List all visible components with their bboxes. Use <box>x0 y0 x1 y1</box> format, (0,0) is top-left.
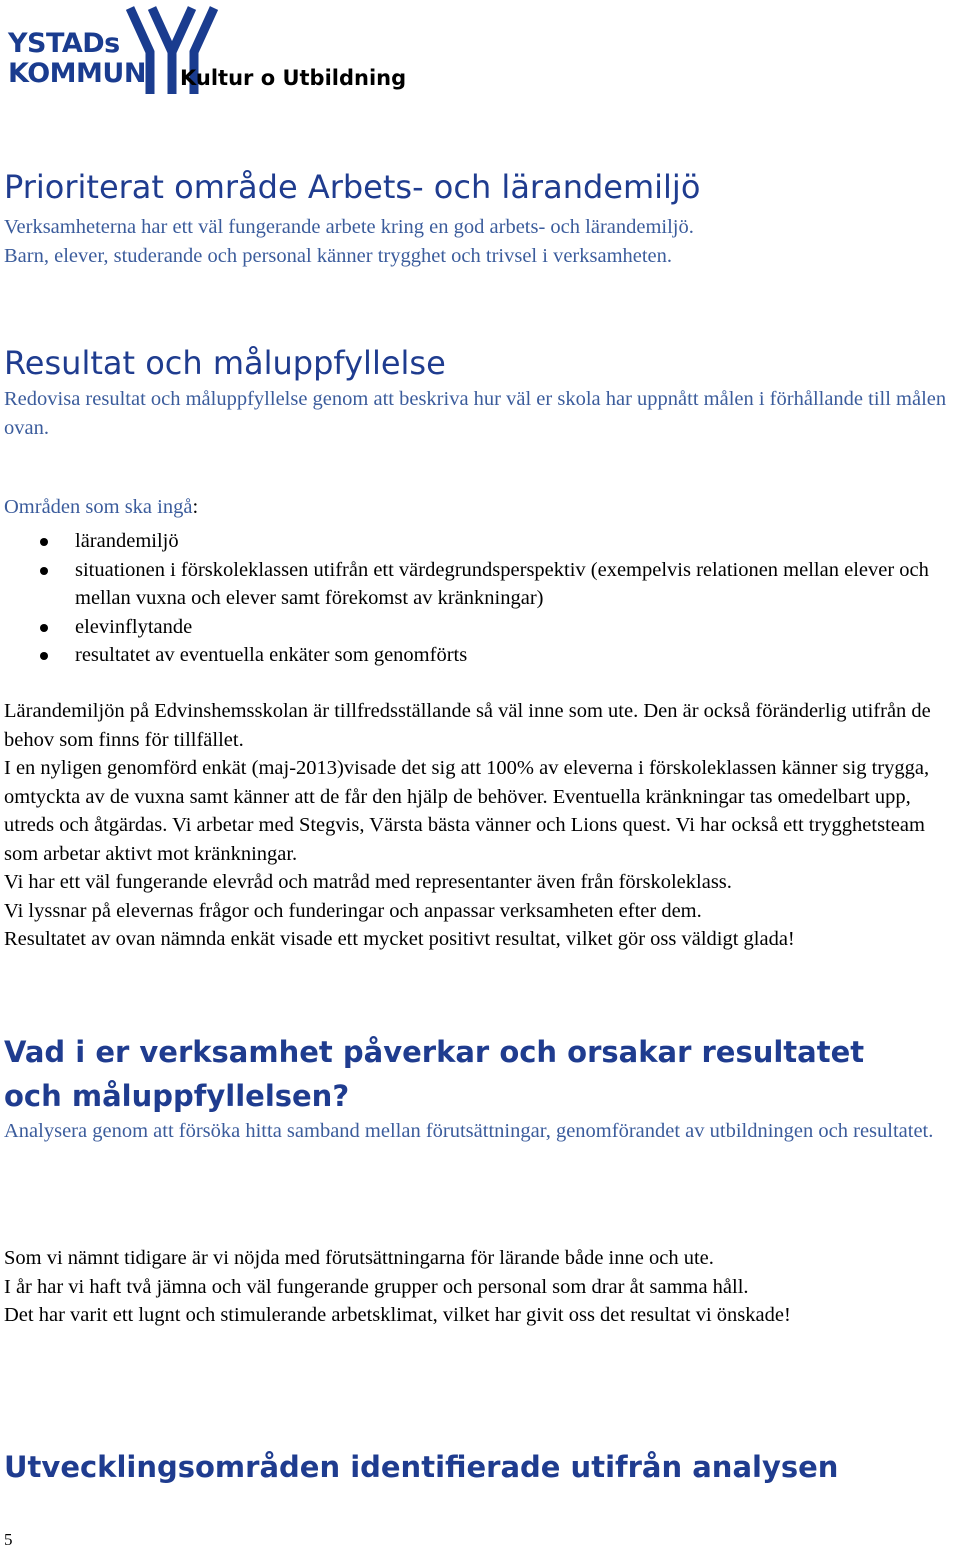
ystad-kommun-logo <box>4 4 407 100</box>
logo-line-1: YSTADs <box>8 28 120 59</box>
heading-resultat: Resultat och måluppfyllelse <box>4 344 446 382</box>
section3-body <box>4 1244 954 1330</box>
heading-utvecklingsomraden: Utvecklingsområden identifierade utifrån analysen <box>4 1450 839 1484</box>
areas-label-line <box>4 493 954 522</box>
heading-prioriterat-omrade: Prioriterat område Arbets- och lärandemiljö <box>4 168 701 206</box>
list-item: lärandemiljö <box>0 527 960 556</box>
paragraph: Vi har ett väl fungerande elevråd och matråd med representanter även från förskoleklass. <box>4 871 732 893</box>
paragraph: Lärandemiljön på Edvinshemsskolan är tillfredsställande så väl inne som ute. Den är också föränderlig utifrån de behov som finns för tillfället. <box>4 700 931 751</box>
paragraph: Det har varit ett lugnt och stimulerande arbetsklimat, vilket har givit oss det resultat vi önskade! <box>4 1304 791 1326</box>
paragraph: I år har vi haft två jämna och väl fungerande grupper och personal som drar åt samma håll. <box>4 1275 749 1298</box>
lead-line: Verksamheterna har ett väl fungerande arbete kring en god arbets- och lärandemiljö. <box>4 216 694 238</box>
page-number: 5 <box>4 1530 13 1549</box>
list-item: situationen i förskoleklassen utifrån ett värdegrundsperspektiv (exempelvis relationen mellan elever och mellan vuxna och elever samt förekomst av kränkningar) <box>0 556 960 613</box>
paragraph: I en nyligen genomförd enkät (maj-2013)visade det sig att 100% av eleverna i förskoleklassen känner sig trygga, omtyckta av de vuxna samt känner att de får den hjälp de behöver. Eventuella kränkningar tas omedelbart upp, utreds och åtgärdas. Vi arbetar med Stegvis, Värsta bästa vänner och Lions quest. Vi har också ett trygghetsteam som arbetar aktivt mot kränkningar. <box>4 757 930 865</box>
section2-lead: Redovisa resultat och måluppfyllelse genom att beskriva hur väl er skola har uppnått målen i förhållande till målen ovan. <box>4 388 947 439</box>
section2-body <box>4 697 954 954</box>
areas-label: Områden som ska ingå <box>4 496 193 518</box>
paragraph: Resultatet av ovan nämnda enkät visade ett mycket positivt resultat, vilket gör oss väldigt glada! <box>4 928 795 950</box>
list-item: resultatet av eventuella enkäter som genomförts <box>0 641 960 670</box>
heading-vad-paverkar: Vad i er verksamhet påverkar och orsakar resultatet och måluppfyllelsen? <box>4 1035 865 1113</box>
paragraph: Vi lyssnar på elevernas frågor och funderingar och anpassar verksamheten efter dem. <box>4 899 702 922</box>
section3-lead: Analysera genom att försöka hitta samband mellan förutsättningar, genomförandet av utbildningen och resultatet. <box>4 1120 934 1142</box>
paragraph: Som vi nämnt tidigare är vi nöjda med förutsättningarna för lärande både inne och ute. <box>4 1247 714 1269</box>
areas-list <box>0 527 960 670</box>
list-item: elevinflytande <box>0 613 960 642</box>
department-name: Kultur o Utbildning <box>180 66 407 90</box>
areas-colon: : <box>192 496 199 518</box>
logo-line-2: KOMMUN <box>8 58 146 89</box>
lead-line: Barn, elever, studerande och personal känner trygghet och trivsel i verksamheten. <box>4 244 673 267</box>
section1-lead <box>4 213 954 270</box>
